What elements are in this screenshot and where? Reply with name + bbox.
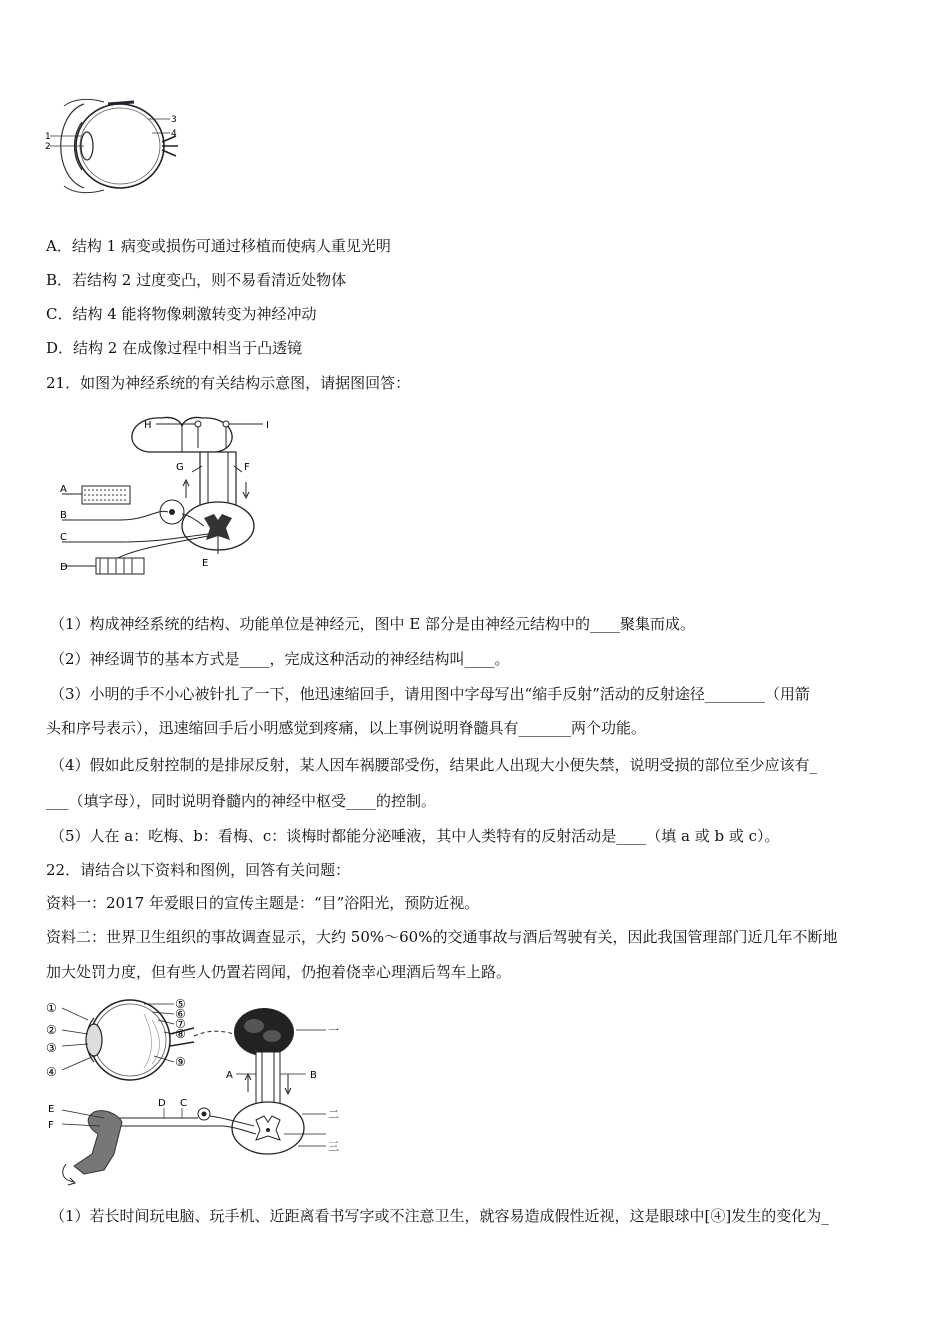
- q21-part5: （5）人在 a：吃梅、b：看梅、c：谈梅时都能分泌唾液，其中人类特有的反射活动是____（填 a 或 b 或 c）。: [50, 827, 780, 845]
- label-A: A: [60, 484, 67, 495]
- eye-label-c2: ②: [46, 1023, 57, 1037]
- q22-material1: 资料一：2017 年爱眼日的宣传主题是：“目”浴阳光，预防近视。: [46, 894, 480, 912]
- label-22-D: D: [158, 1098, 166, 1109]
- label-22-C: C: [180, 1098, 187, 1109]
- q22-intro: 22．请结合以下资料和图例，回答有关问题：: [46, 861, 351, 879]
- q21-part4-line1: （4）假如此反射控制的是排尿反射，某人因车祸腰部受伤，结果此人出现大小便失禁，说明受损的部位至少应该有_: [50, 756, 818, 774]
- eye-label-3: 3: [171, 115, 177, 125]
- eye-reflex-diagram: [44, 994, 344, 1186]
- label-22-E: E: [48, 1104, 55, 1115]
- eye-label-c1: ①: [46, 1001, 57, 1015]
- q21-part3-line1: （3）小明的手不小心被针扎了一下，他迅速缩回手，请用图中字母写出“缩手反射”活动的反射途径________（用箭: [50, 685, 810, 703]
- label-G: G: [176, 462, 184, 473]
- label-B: B: [60, 510, 67, 521]
- label-D: D: [60, 562, 68, 573]
- label-E: E: [202, 558, 209, 569]
- label-22-san: 三: [328, 1140, 339, 1153]
- option-c: C．结构 4 能将物像刺激转变为神经冲动: [46, 305, 317, 323]
- eye-label-c4: ④: [46, 1065, 57, 1079]
- eye-label-c8: ⑧: [175, 1027, 186, 1041]
- eye-label-c3: ③: [46, 1041, 57, 1055]
- label-22-yi: 一: [328, 1024, 339, 1037]
- label-I: I: [266, 420, 269, 431]
- eyeball-diagram: [44, 96, 180, 196]
- eye-label-c7: ⑦: [175, 1017, 186, 1031]
- option-b: B．若结构 2 过度变凸，则不易看清近处物体: [46, 271, 347, 289]
- label-22-F: F: [48, 1120, 54, 1131]
- eye-label-c6: ⑥: [175, 1007, 186, 1021]
- option-a: A．结构 1 病变或损伤可通过移植而使病人重见光明: [46, 237, 391, 255]
- nervous-system-diagram: [58, 408, 280, 584]
- q21-part1: （1）构成神经系统的结构、功能单位是神经元，图中 E 部分是由神经元结构中的____聚集而成。: [50, 615, 696, 633]
- label-22-A: A: [226, 1070, 233, 1081]
- eye-label-4: 4: [171, 129, 177, 139]
- label-C: C: [60, 532, 67, 543]
- eye-label-c9: ⑨: [175, 1055, 186, 1069]
- q22-material2-line1: 资料二：世界卫生组织的事故调查显示，大约 50%～60%的交通事故与酒后驾驶有关，因此我国管理部门近几年不断地: [46, 928, 838, 946]
- label-22-B: B: [310, 1070, 317, 1081]
- eye-label-2: 2: [45, 142, 51, 152]
- q22-part1: （1）若长时间玩电脑、玩手机、近距离看书写字或不注意卫生，就容易造成假性近视，这是眼球中[④]发生的变化为_: [50, 1207, 829, 1225]
- option-d: D．结构 2 在成像过程中相当于凸透镜: [46, 339, 303, 357]
- q21-intro: 21．如图为神经系统的有关结构示意图，请据图回答：: [46, 374, 411, 392]
- q21-part3-line2: 头和序号表示），迅速缩回手后小明感觉到疼痛，以上事例说明脊髓具有_______两个功能。: [46, 719, 647, 737]
- q22-material2-line2: 加大处罚力度，但有些人仍置若罔闻，仍抱着侥幸心理酒后驾车上路。: [46, 963, 512, 981]
- q21-part2: （2）神经调节的基本方式是____，完成这种活动的神经结构叫____。: [50, 650, 510, 668]
- eye-label-c5: ⑤: [175, 997, 186, 1011]
- label-H: H: [144, 420, 152, 431]
- eye-label-1: 1: [45, 132, 51, 142]
- q21-part4-line2: ___（填字母），同时说明脊髓内的神经中枢受____的控制。: [46, 792, 437, 810]
- label-22-er: 二: [328, 1108, 339, 1121]
- label-F: F: [244, 462, 250, 473]
